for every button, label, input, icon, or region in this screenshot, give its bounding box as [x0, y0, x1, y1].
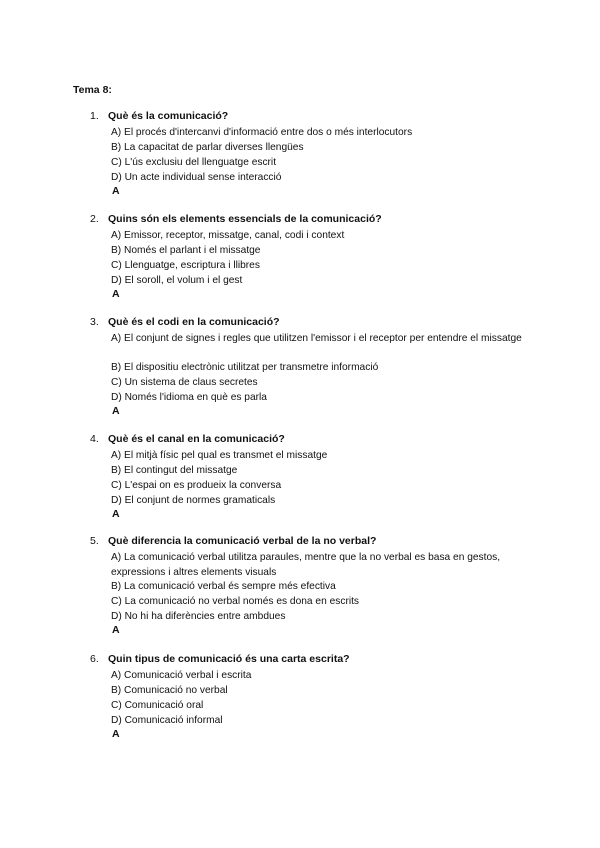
- question-text: Què diferencia la comunicació verbal de la no verbal?: [108, 535, 377, 547]
- answer: A: [112, 185, 120, 197]
- option-a: A) El mitjà físic pel qual es transmet el missatge: [111, 450, 328, 461]
- option-d: D) Un acte individual sense interacció: [111, 172, 282, 183]
- question-number: 5.: [90, 535, 99, 547]
- question-heading: [90, 653, 350, 665]
- option-d: D) Només l'idioma en què es parla: [111, 392, 267, 403]
- question-text: Què és el codi en la comunicació?: [108, 316, 280, 328]
- document-title: Tema 8:: [73, 84, 112, 96]
- option-d: D) Comunicació informal: [111, 715, 223, 726]
- question-heading: [90, 433, 285, 445]
- question-number: 3.: [90, 316, 99, 328]
- option-b: B) El dispositiu electrònic utilitzat per transmetre informació: [111, 362, 379, 373]
- answer: A: [112, 624, 120, 636]
- option-b: B) Només el parlant i el missatge: [111, 245, 261, 256]
- option-a: A) El conjunt de signes i regles que utilitzen l'emissor i el receptor per entendre el missatge: [111, 333, 522, 344]
- answer: A: [112, 288, 120, 300]
- question-text: Quin tipus de comunicació és una carta escrita?: [108, 653, 350, 665]
- option-c: C) L'ús exclusiu del llenguatge escrit: [111, 157, 277, 168]
- question-number: 1.: [90, 110, 99, 122]
- question-number: 2.: [90, 213, 99, 225]
- question-text: Quins són els elements essencials de la comunicació?: [108, 213, 382, 225]
- option-c: C) L'espai on es produeix la conversa: [111, 480, 282, 491]
- option-a: A) La comunicació verbal utilitza paraules, mentre que la no verbal es basa en gestos, expressions i altres elements visuals: [111, 552, 501, 578]
- option-d: D) El conjunt de normes gramaticals: [111, 495, 276, 506]
- answer: A: [112, 508, 120, 520]
- question-text: Què és el canal en la comunicació?: [108, 433, 285, 445]
- option-a: A) Comunicació verbal i escrita: [111, 670, 252, 681]
- option-a: A) Emissor, receptor, missatge, canal, codi i context: [111, 230, 345, 241]
- option-b: B) La comunicació verbal és sempre més efectiva: [111, 581, 336, 592]
- option-a: A) El procés d'intercanvi d'informació entre dos o més interlocutors: [111, 127, 413, 138]
- option-b: B) El contingut del missatge: [111, 465, 238, 476]
- option-c: C) Llenguatge, escriptura i llibres: [111, 260, 260, 271]
- question-number: 4.: [90, 433, 99, 445]
- question-heading: [90, 110, 228, 122]
- question-heading: [90, 213, 382, 225]
- answer: A: [112, 728, 120, 740]
- option-d: D) No hi ha diferències entre ambdues: [111, 611, 286, 622]
- answer: A: [112, 405, 120, 417]
- option-c: C) Un sistema de claus secretes: [111, 377, 258, 388]
- question-heading: [90, 316, 280, 328]
- option-c: C) Comunicació oral: [111, 700, 204, 711]
- option-b: B) La capacitat de parlar diverses llengües: [111, 142, 304, 153]
- question-number: 6.: [90, 653, 99, 665]
- option-b: B) Comunicació no verbal: [111, 685, 228, 696]
- question-heading: [90, 535, 376, 547]
- question-text: Què és la comunicació?: [108, 110, 229, 122]
- option-d: D) El soroll, el volum i el gest: [111, 275, 243, 286]
- option-c: C) La comunicació no verbal només es dona en escrits: [111, 596, 360, 607]
